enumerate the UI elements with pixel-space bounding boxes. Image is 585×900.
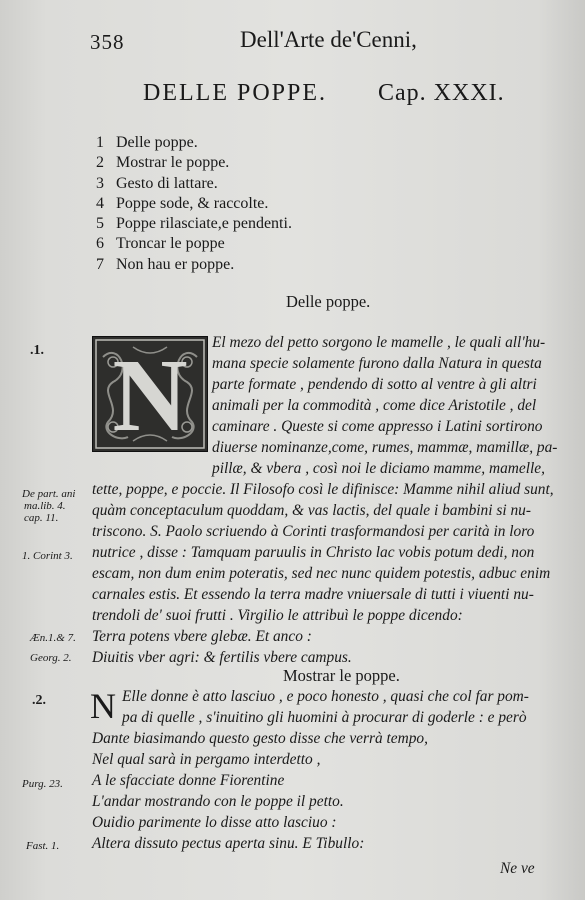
dropcap-letter: N [112, 338, 188, 453]
chapter-number: Cap. XXXI. [378, 80, 505, 106]
margin-note: .2. [32, 693, 46, 708]
margin-note: Æn.1.& 7. [30, 632, 76, 644]
section-heading: Delle poppe. [286, 292, 371, 311]
text-line: trendoli de' suoi frutti . Virgilio le attribuì le poppe dicendo: [92, 607, 463, 624]
text-line: Elle donne è atto lasciuo , e poco honesto , quasi che col far pom- [122, 688, 529, 705]
margin-note: 1. Corint 3. [22, 550, 73, 562]
text-line: carnales estis. Et essendo la terra madre vniuersale di tutti i viuenti nu- [92, 586, 534, 603]
text-line: Dante biasimando questo gesto disse che verrà tempo, [92, 730, 428, 747]
text-line: Ouidio parimente lo disse atto lasciuo : [92, 814, 337, 831]
text-line: mana specie solamente furono dalla Natura in questa [212, 355, 542, 372]
contents-item: 5 Poppe rilasciate,e pendenti. [96, 215, 292, 233]
text-line: Altera dissuto pectus aperta sinu. E Tibullo: [92, 835, 365, 852]
margin-note: ma.lib. 4. [24, 500, 66, 512]
text-line: Diuitis vber agri: & fertilis vbere campus. [92, 649, 352, 666]
section-heading: Mostrar le poppe. [283, 666, 400, 685]
margin-note: Fast. 1. [26, 840, 60, 852]
contents-item: 4 Poppe sode, & raccolte. [96, 194, 269, 212]
text-line: tette, poppe, e poccie. Il Filosofo così le difinisce: Mamme nihil aliud sunt, [92, 481, 554, 498]
margin-note: Georg. 2. [30, 652, 72, 664]
chapter-contents-list [96, 133, 292, 275]
text-line: Nel qual sarà in pergamo interdetto , [92, 751, 321, 768]
text-line: pa di quelle , s'inuitino gli huomini à procurar di goderle : e però [122, 709, 527, 726]
contents-item: 7 Non hau er poppe. [96, 255, 235, 273]
margin-note: Purg. 23. [22, 778, 63, 790]
text-line: nutrice , disse : Tamquam paruulis in Christo lac vobis potum dedi, non [92, 544, 535, 561]
margin-note: De part. ani [22, 488, 76, 500]
chapter-title: DELLE POPPE. [143, 80, 328, 106]
margin-note: .1. [30, 343, 44, 358]
contents-item: 2 Mostrar le poppe. [96, 154, 230, 172]
catchword: Ne ve [500, 860, 535, 877]
text-line: escam, non dum enim poteratis, sed nec nunc quidem potestis, adbuc enim [92, 565, 551, 582]
text-line: pillæ, & vbera , così noi le diciamo mamme, mamelle, [212, 460, 545, 477]
text-line: A le sfacciate donne Fiorentine [92, 772, 285, 789]
contents-item: 6 Troncar le poppe [96, 235, 225, 253]
text-line: Terra potens vbere glebæ. Et anco : [92, 628, 312, 645]
text-line: diuerse nominanze,come, rumes, mammæ, mamillæ, pa- [212, 439, 558, 456]
text-line: caminare . Queste si come appresso i Latini sortirono [212, 418, 543, 435]
text-line: quàm conceptaculum quoddam, & vas lactis, del quale i bambini si nu- [92, 502, 532, 519]
page-number: 358 [90, 30, 125, 54]
text-line: El mezo del petto sorgono le mamelle , le quali all'hu- [212, 334, 546, 351]
text-line: L'andar mostrando con le poppe il petto. [92, 793, 344, 810]
contents-item: 3 Gesto di lattare. [96, 174, 218, 192]
section-initial: N [90, 686, 116, 726]
running-title: Dell'Arte de'Cenni, [240, 27, 417, 52]
text-line: triscono. S. Paolo scriuendo à Corinti trasformandosi per carità in loro [92, 523, 535, 540]
text-line: animali per la commodità , come dice Aristotile , del [212, 397, 537, 414]
decorated-initial [92, 336, 208, 452]
margin-note: cap. 11. [24, 512, 59, 524]
text-line: parte formate , pendendo di sotto al ventre à gli altri [212, 376, 537, 393]
contents-item: 1 Delle poppe. [96, 134, 198, 151]
